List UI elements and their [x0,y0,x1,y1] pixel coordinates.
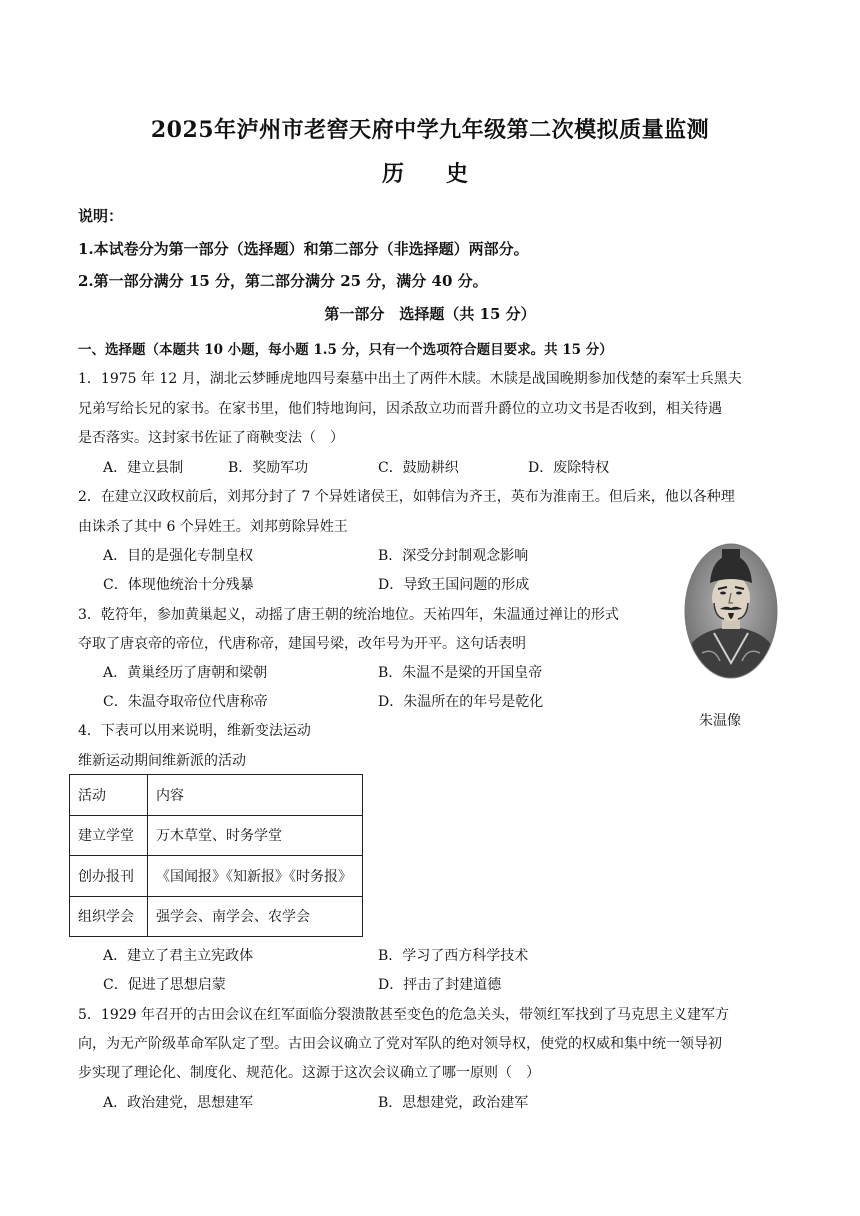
question-5-option-a: A．政治建党，思想建军 [103,1095,254,1111]
table-row [70,775,363,816]
instructions-heading: 说明： [78,207,124,225]
question-3-option-b: B．朱温不是梁的开国皇帝 [378,665,543,681]
question-1-option-b: B．奖励军功 [228,460,309,476]
question-5-text: 向，为无产阶级革命军队定了型。古田会议确立了党对军队的绝对领导权，使党的权威和集中统一领导初 [78,1036,722,1052]
question-1-option-c: C．鼓励耕织 [378,460,459,476]
question-4-option-c: C．促进了思想启蒙 [103,977,226,993]
table-cell: 强学会、南学会、农学会 [148,896,363,937]
question-4-option-d: D．抨击了封建道德 [378,977,502,993]
table-header-cell: 活动 [70,775,148,816]
question-3-option-d: D．朱温所在的年号是乾化 [378,694,544,710]
table-cell: 《国闻报》《知新报》《时务报》 [148,856,363,897]
question-1-option-d: D．废除特权 [528,460,610,476]
question-1-text: 兄弟写给长兄的家书。在家书里，他们特地询问，因杀敌立功而晋升爵位的立功文书是否收到，相关待遇 [78,401,722,417]
exam-title: 2025年泸州市老窖天府中学九年级第二次模拟质量监测 [150,117,710,143]
question-3-option-a: A．黄巢经历了唐朝和梁朝 [103,665,268,681]
reform-activities-table [69,774,363,937]
table-cell: 万木草堂、时务学堂 [148,815,363,856]
table-header-cell: 内容 [148,775,363,816]
question-5-text: 步实现了理论化、制度化、规范化。这源于这次会议确立了哪一原则（ ） [78,1065,540,1081]
question-3-text: 3．乾符年，参加黄巢起义，动摇了唐王朝的统治地位。天祐四年，朱温通过禅让的形式 [78,607,619,623]
question-2-option-b: B．深受分封制观念影响 [378,548,529,564]
question-3-text: 夺取了唐哀帝的帝位，代唐称帝，建国号梁，改年号为开平。这句话表明 [78,636,526,652]
question-4-text: 4．下表可以用来说明，维新变法运动 [78,723,311,739]
section-heading: 一、选择题（本题共 10 小题，每小题 1.5 分，只有一个选项符合题目要求。共 15 分） [78,342,613,358]
table-cell: 组织学会 [70,896,148,937]
instruction-item: 1.本试卷分为第一部分（选择题）和第二部分（非选择题）两部分。 [78,240,529,258]
question-1-text: 是否落实。这封家书佐证了商鞅变法（ ） [78,430,344,446]
table-row [70,896,363,937]
question-1-option-a: A．建立县制 [103,460,184,476]
question-1-text: 1．1975 年 12 月，湖北云梦睡虎地四号秦墓中出土了两件木牍。木牍是战国晚期参加伐楚的秦军士兵黑夫 [78,371,742,387]
question-5-option-b: B．思想建党，政治建军 [378,1095,529,1111]
part-title: 第一部分 选择题（共 15 分） [324,305,536,323]
question-2-option-d: D．导致王国问题的形成 [378,577,530,593]
table-cell: 建立学堂 [70,815,148,856]
instruction-item: 2.第一部分满分 15 分，第二部分满分 25 分，满分 40 分。 [78,272,488,290]
question-2-text: 由诛杀了其中 6 个异姓王。刘邦剪除异姓王 [78,519,348,535]
question-4-option-a: A．建立了君主立宪政体 [103,948,254,964]
question-5-text: 5．1929 年召开的古田会议在红军面临分裂溃散甚至变色的危急关头，带领红军找到了马克思主义建军方 [78,1007,729,1023]
table-caption: 维新运动期间维新派的活动 [78,753,246,769]
zhu-wen-portrait [684,543,778,679]
question-4-option-b: B．学习了西方科学技术 [378,948,529,964]
table-row [70,815,363,856]
table-row [70,856,363,897]
portrait-caption: 朱温像 [699,713,741,729]
question-3-option-c: C．朱温夺取帝位代唐称帝 [103,694,268,710]
table-cell: 创办报刊 [70,856,148,897]
question-2-option-c: C．体现他统治十分残暴 [103,577,254,593]
subject-title: 历 史 [381,161,478,187]
question-2-option-a: A．目的是强化专制皇权 [103,548,254,564]
question-2-text: 2．在建立汉政权前后，刘邦分封了 7 个异姓诸侯王，如韩信为齐王，英布为淮南王。但后来，他以各种理 [78,489,735,505]
